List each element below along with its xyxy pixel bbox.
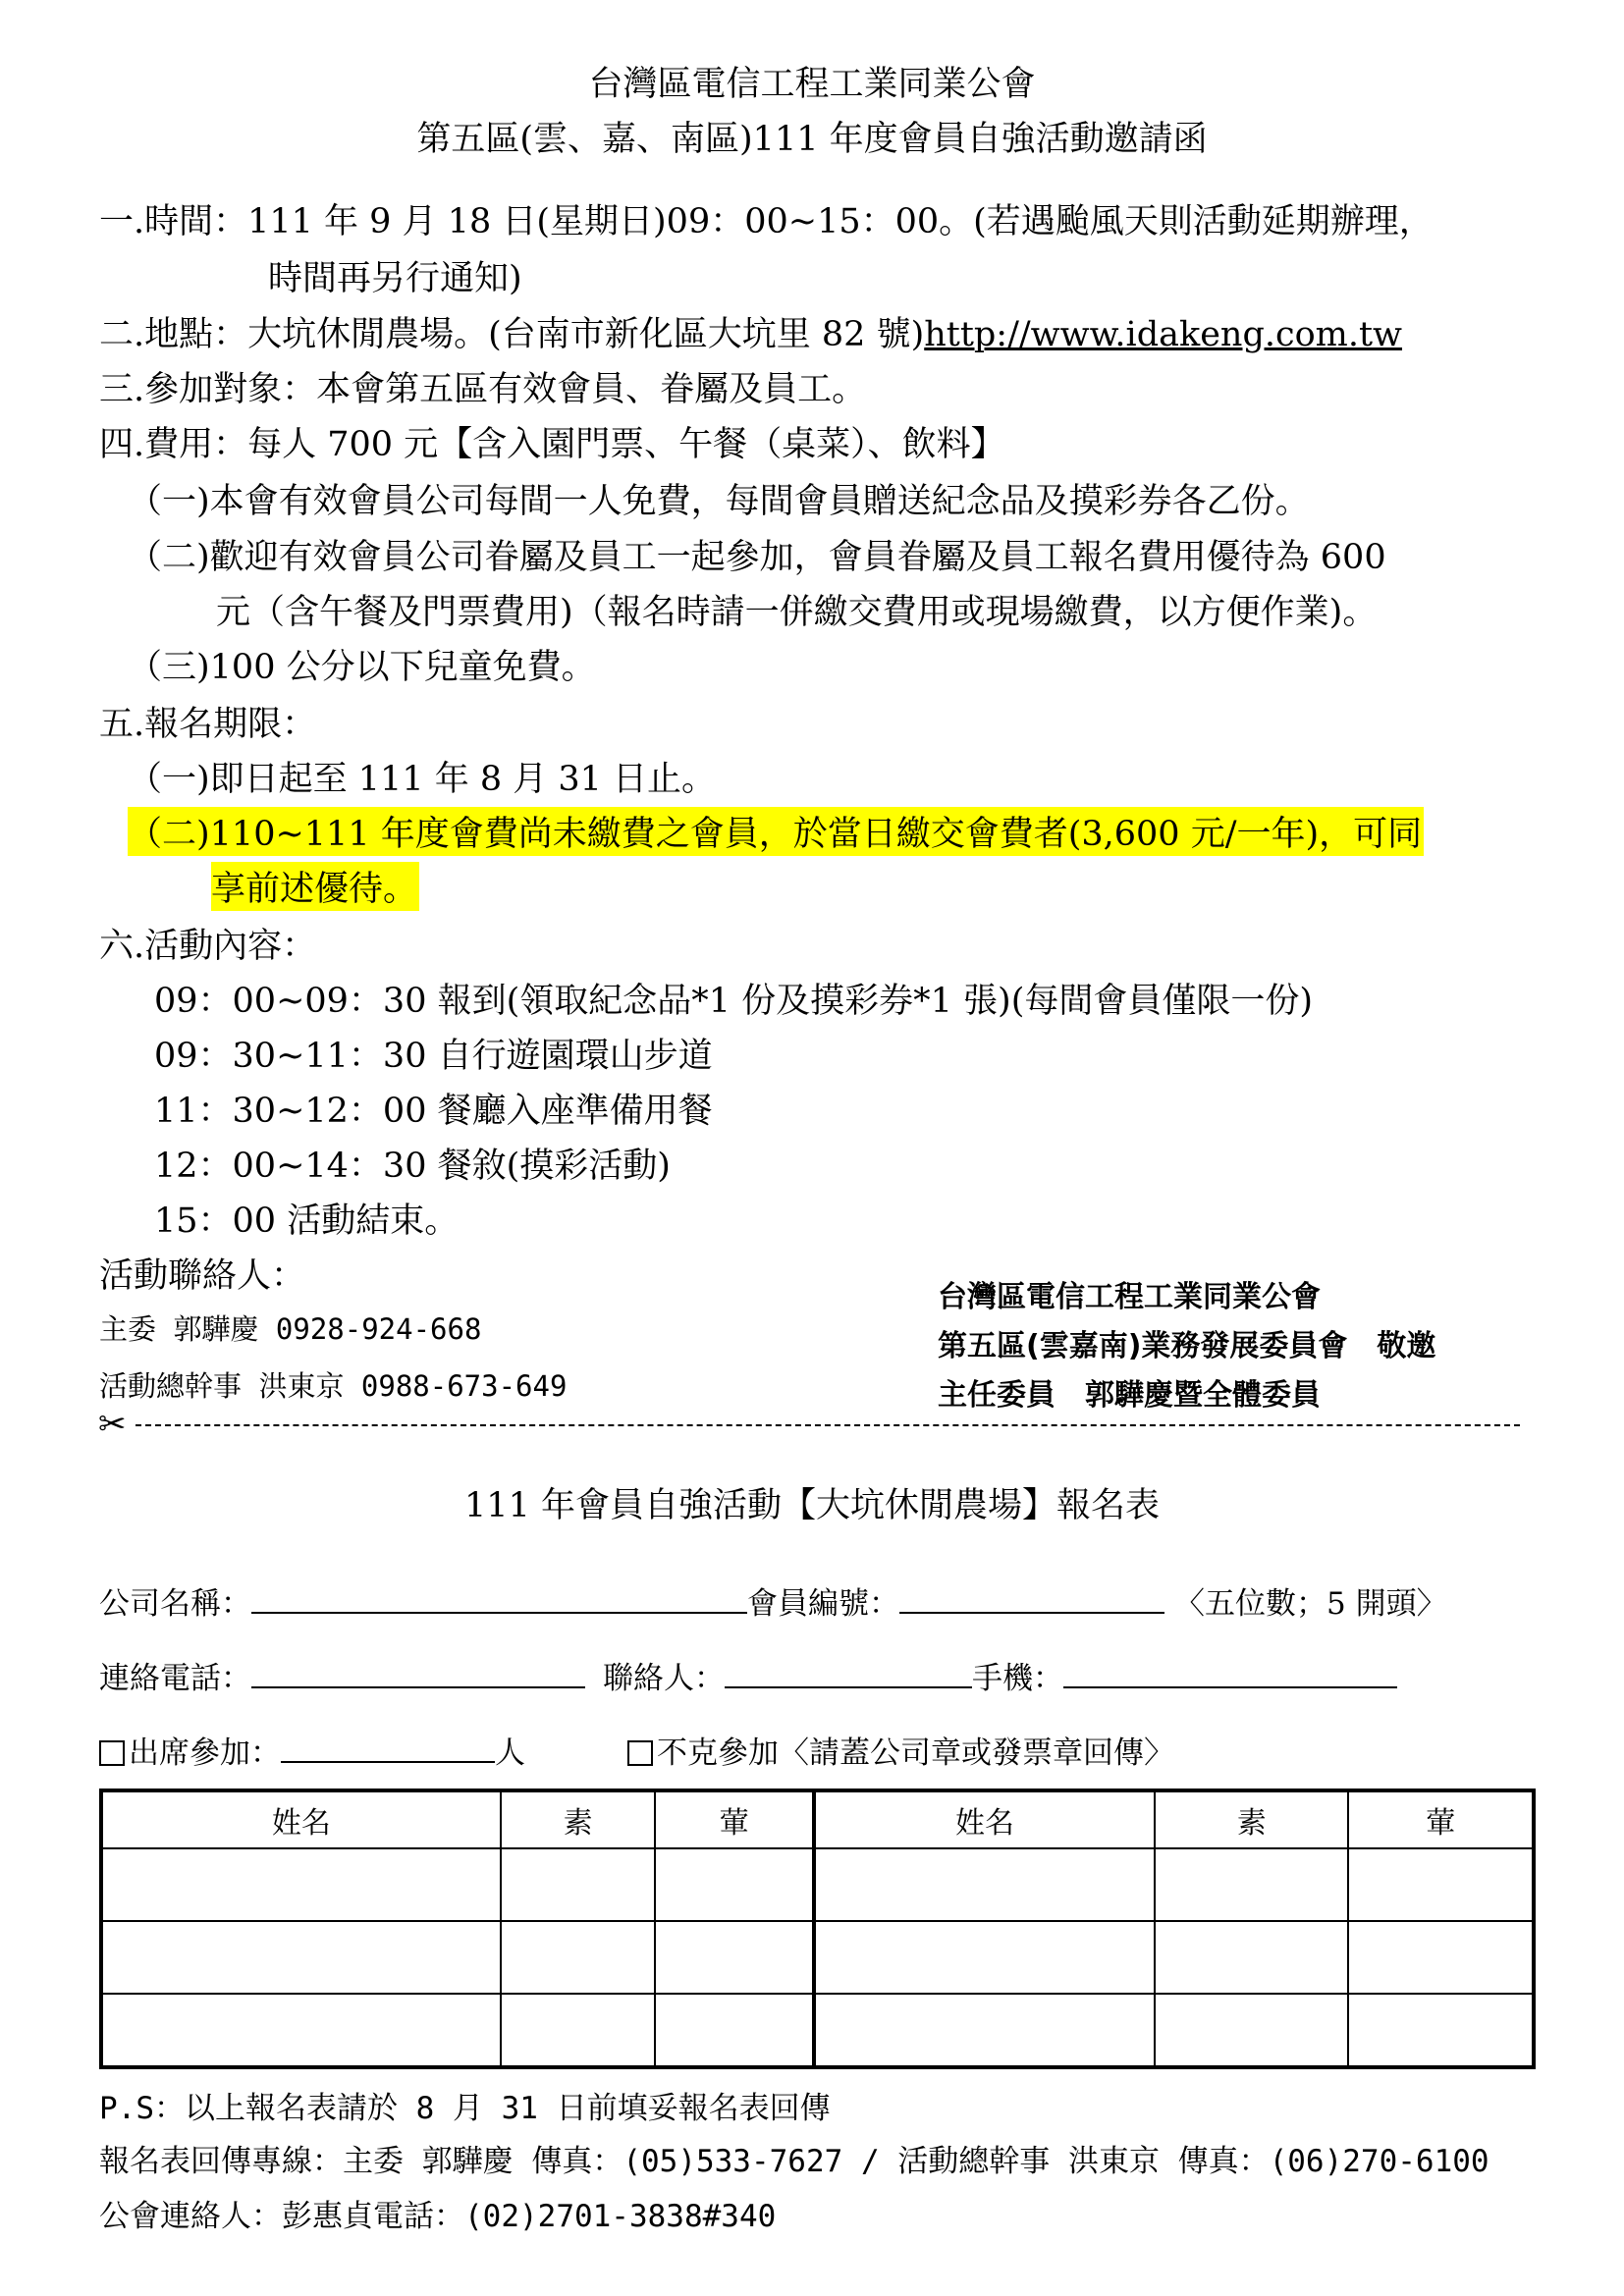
name-cell[interactable] (814, 1848, 1155, 1921)
attend-checkbox[interactable] (99, 1740, 125, 1766)
name-cell[interactable] (101, 1994, 501, 2067)
veg-cell[interactable] (501, 1994, 656, 2067)
org-title: 台灣區電信工程工業同業公會 (588, 65, 1036, 104)
form-title: 111 年會員自強活動【大坑休閒農場】報名表 (464, 1486, 1160, 1525)
row-phone (99, 1653, 1397, 1697)
header-name: 姓名 (814, 1790, 1155, 1848)
table-header-row (101, 1790, 1534, 1848)
table-row (101, 1848, 1534, 1921)
item-deadline-2-highlight: （二)110~111 年度會費尚未繳費之會員，於當日繳交會費者(3,600 元/一年)，可同 (128, 807, 1424, 856)
footer-liaison: 公會連絡人：彭惠貞電話：(02)2701-3838#340 (99, 2199, 777, 2234)
item-fee: 四.費用：每人 700 元【含入園門票、午餐（桌菜）、飲料】 (99, 425, 1005, 464)
item-time-note: 時間再另行通知) (268, 259, 522, 298)
item-activity: 六.活動內容： (99, 927, 317, 966)
attend-unit: 人 (495, 1735, 525, 1771)
meat-cell[interactable] (1348, 1848, 1534, 1921)
attend-count-input[interactable] (281, 1735, 495, 1763)
item-fee-2: （二)歡迎有效會員公司眷屬及員工一起參加，會員眷屬及員工報名費用優待為 600 (128, 538, 1386, 577)
contacts-heading: 活動聯絡人： (99, 1256, 306, 1296)
absent-checkbox[interactable] (627, 1740, 653, 1766)
absent-label: 不克參加〈請蓋公司章或發票章回傳〉 (657, 1735, 1174, 1771)
attend-label: 出席參加： (129, 1735, 281, 1771)
veg-cell[interactable] (1155, 1848, 1348, 1921)
item-deadline-1: （一)即日起至 111 年 8 月 31 日止。 (128, 760, 717, 799)
schedule-item: 11：30~12：00 餐廳入座準備用餐 (154, 1092, 713, 1131)
schedule-item: 09：00~09：30 報到(領取紀念品*1 份及摸彩券*1 張)(每間會員僅限一份) (154, 982, 1314, 1021)
member-no-input[interactable] (899, 1586, 1164, 1614)
item-fee-3: （三)100 公分以下兒童免費。 (128, 648, 596, 687)
schedule-item: 12：00~14：30 餐敘(摸彩活動) (154, 1147, 671, 1186)
place-text: 二.地點：大坑休閒農場。(台南市新化區大坑里 82 號) (99, 315, 925, 354)
meat-cell[interactable] (655, 1994, 814, 2067)
schedule-item: 15：00 活動結束。 (154, 1201, 460, 1241)
item-time: 一.時間：111 年 9 月 18 日(星期日)09：00~15：00。(若遇颱風天則活動延期辦理， (99, 202, 1434, 241)
page-title: 第五區(雲、嘉、南區)111 年度會員自強活動邀請函 (416, 120, 1208, 159)
roster-table (99, 1789, 1536, 2069)
veg-cell[interactable] (501, 1921, 656, 1994)
schedule-item: 09：30~11：30 自行遊園環山步道 (154, 1037, 713, 1076)
signature-org: 台灣區電信工程工業同業公會 (938, 1280, 1321, 1314)
veg-cell[interactable] (1155, 1921, 1348, 1994)
scissors-icon: ✂ (98, 1405, 127, 1444)
meat-cell[interactable] (655, 1848, 814, 1921)
signature-chair: 主任委員 郭驊慶暨全體委員 (938, 1378, 1321, 1413)
item-target: 三.參加對象：本會第五區有效會員、眷屬及員工。 (99, 370, 867, 409)
header-veg: 素 (501, 1790, 656, 1848)
company-input[interactable] (251, 1586, 747, 1614)
member-no-label: 會員編號： (747, 1586, 899, 1622)
row-attendance (99, 1728, 1174, 1772)
mobile-label: 手機： (972, 1661, 1063, 1696)
phone-label: 連絡電話： (99, 1661, 251, 1696)
contact-label: 聯絡人： (603, 1661, 725, 1696)
contact-person-1: 主委 郭驊慶 0928-924-668 (99, 1312, 482, 1346)
signature-committee: 第五區(雲嘉南)業務發展委員會 敬邀 (938, 1329, 1436, 1363)
item-fee-1: （一)本會有效會員公司每間一人免費，每間會員贈送紀念品及摸彩券各乙份。 (128, 482, 1310, 521)
header-meat: 葷 (655, 1790, 814, 1848)
meat-cell[interactable] (1348, 1994, 1534, 2067)
row-company (99, 1578, 1447, 1623)
meat-cell[interactable] (655, 1921, 814, 1994)
header-name: 姓名 (101, 1790, 501, 1848)
veg-cell[interactable] (1155, 1994, 1348, 2067)
contact-person-2: 活動總幹事 洪東京 0988-673-649 (99, 1369, 568, 1403)
table-row (101, 1994, 1534, 2067)
mobile-input[interactable] (1063, 1661, 1397, 1688)
meat-cell[interactable] (1348, 1921, 1534, 1994)
name-cell[interactable] (814, 1994, 1155, 2067)
header-meat: 葷 (1348, 1790, 1534, 1848)
contact-input[interactable] (725, 1661, 972, 1688)
veg-cell[interactable] (501, 1848, 656, 1921)
item-fee-2-cont: 元（含午餐及門票費用)（報名時請一併繳交費用或現場繳費，以方便作業)。 (216, 593, 1378, 632)
company-label: 公司名稱： (99, 1586, 251, 1622)
header-veg: 素 (1155, 1790, 1348, 1848)
footer-ps: P.S：以上報名表請於 8 月 31 日前填妥報名表回傳 (99, 2091, 831, 2126)
phone-input[interactable] (251, 1661, 585, 1688)
item-deadline: 五.報名期限： (99, 705, 317, 744)
dashed-divider (135, 1424, 1520, 1426)
place-link[interactable]: http://www.idakeng.com.tw (924, 315, 1403, 354)
name-cell[interactable] (814, 1921, 1155, 1994)
table-row (101, 1921, 1534, 1994)
item-deadline-2-highlight-cont: 享前述優待。 (211, 862, 419, 911)
name-cell[interactable] (101, 1848, 501, 1921)
name-cell[interactable] (101, 1921, 501, 1994)
cut-line (98, 1405, 1520, 1444)
member-no-hint: 〈五位數；5 開頭〉 (1174, 1586, 1447, 1622)
footer-fax: 報名表回傳專線：主委 郭驊慶 傳真：(05)533-7627 / 活動總幹事 洪東京 傳真：(06)270-6100 (99, 2144, 1489, 2179)
item-place (99, 307, 1402, 356)
